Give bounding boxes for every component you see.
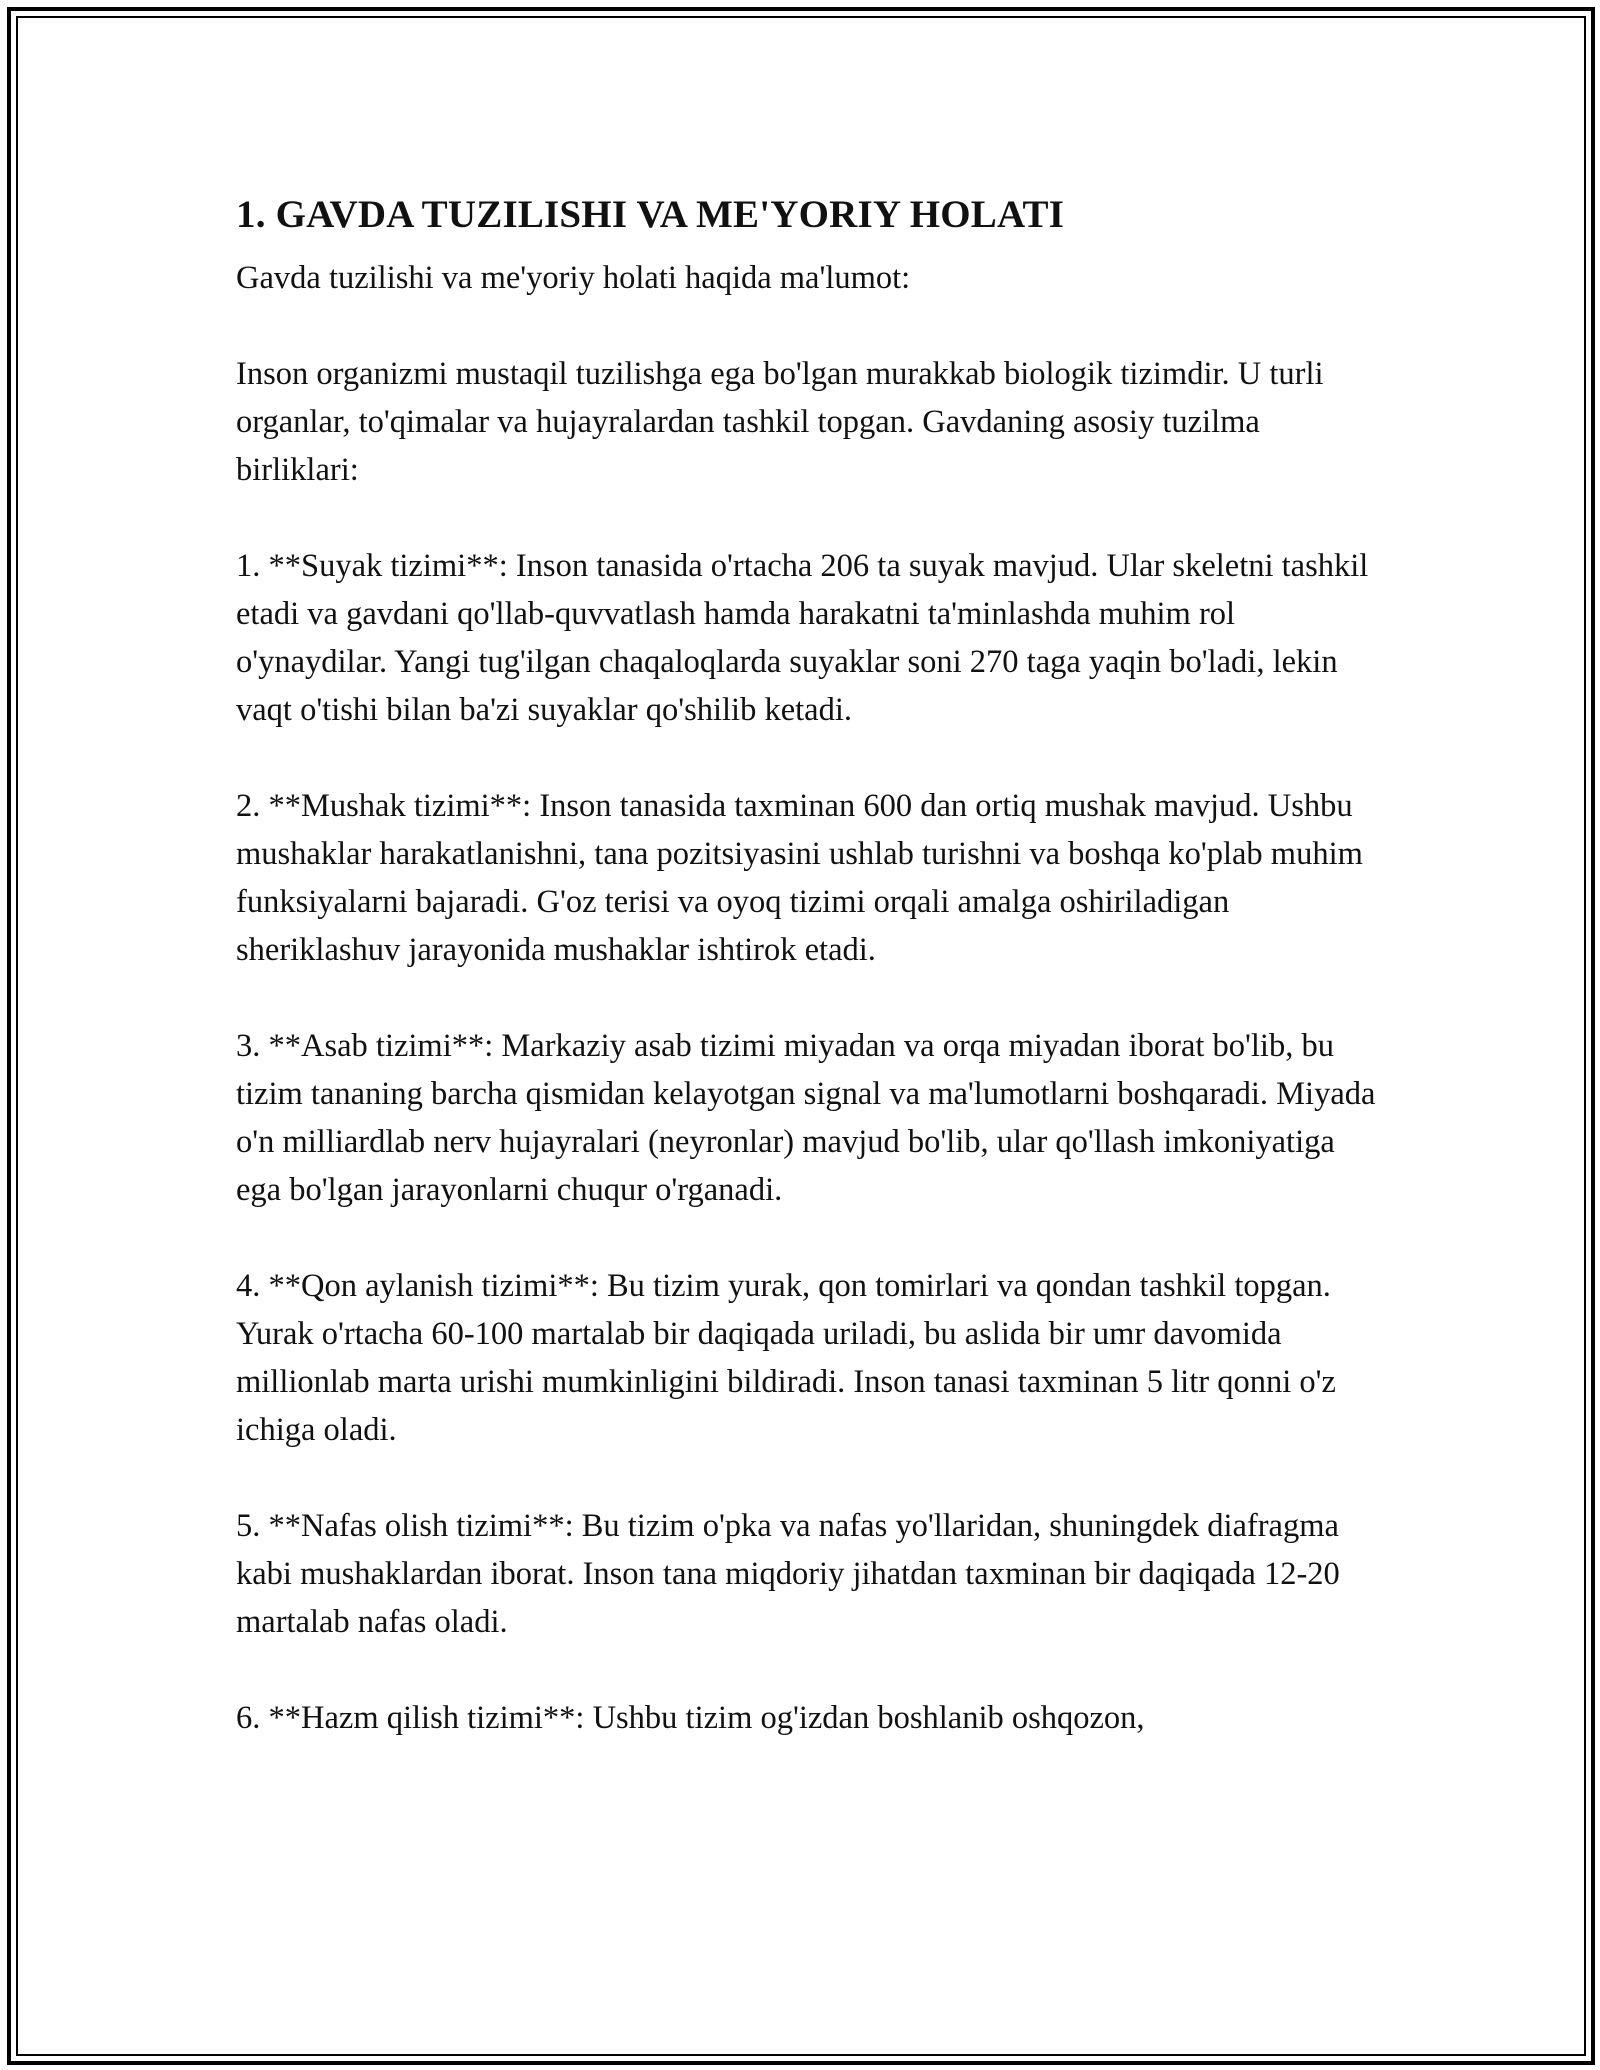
paragraph-overview: Inson organizmi mustaqil tuzilishga ega bo'lgan murakkab biologik tizimdir. U turli organlar, to'qimalar va hujayralardan tashkil topgan. Gavdaning asosiy tuzilma birliklari: — [236, 356, 1324, 488]
paragraph-respiratory-system: 5. **Nafas olish tizimi**: Bu tizim o'pka va nafas yo'llaridan, shuningdek diafragma kabi mushaklardan iborat. Inson tana miqdoriy jihatdan taxminan bir daqiqada 12-20 martalab nafas oladi. — [236, 1508, 1340, 1640]
paragraph-circulatory-system: 4. **Qon aylanish tizimi**: Bu tizim yurak, qon tomirlari va qondan tashkil topgan. Yurak o'rtacha 60-100 martalab bir daqiqada uriladi, bu aslida bir umr davomida millionlab marta urishi mumkinligini bildiradi. Inson tanasi taxminan 5 litr qonni o'z ichiga oladi. — [236, 1268, 1336, 1448]
paragraph-nervous-system: 3. **Asab tizimi**: Markaziy asab tizimi miyadan va orqa miyadan iborat bo'lib, bu tizim tananing barcha qismidan kelayotgan signal va ma'lumotlarni boshqaradi. Miyada o'n milliardlab nerv hujayralari (neyronlar) mavjud bo'lib, ular qo'llash imkoniyatiga ega bo'lgan jarayonlarni chuqur o'rganadi. — [236, 1028, 1376, 1208]
paragraph-digestive-system: 6. **Hazm qilish tizimi**: Ushbu tizim og'izdan boshlanib oshqozon, — [236, 1700, 1145, 1736]
paragraph-muscular-system: 2. **Mushak tizimi**: Inson tanasida taxminan 600 dan ortiq mushak mavjud. Ushbu mushaklar harakatlanishni, tana pozitsiyasini ushlab turishni va boshqa ko'plab muhim funksiyalarni bajaradi. G'oz terisi va oyoq tizimi orqali amalga oshiriladigan sheriklashuv jarayonida mushaklar ishtirok etadi. — [236, 788, 1363, 968]
intro-paragraph: Gavda tuzilishi va me'yoriy holati haqida ma'lumot: — [236, 260, 911, 296]
page-title: 1. GAVDA TUZILISHI VA ME'YORIY HOLATI — [236, 193, 1065, 236]
document-body — [236, 190, 1376, 1742]
paragraph-skeletal-system: 1. **Suyak tizimi**: Inson tanasida o'rtacha 206 ta suyak mavjud. Ular skeletni tashkil etadi va gavdani qo'llab-quvvatlash hamda harakatni ta'minlashda muhim rol o'ynaydilar. Yangi tug'ilgan chaqaloqlarda suyaklar soni 270 taga yaqin bo'ladi, lekin vaqt o'tishi bilan ba'zi suyaklar qo'shilib ketadi. — [236, 548, 1369, 728]
